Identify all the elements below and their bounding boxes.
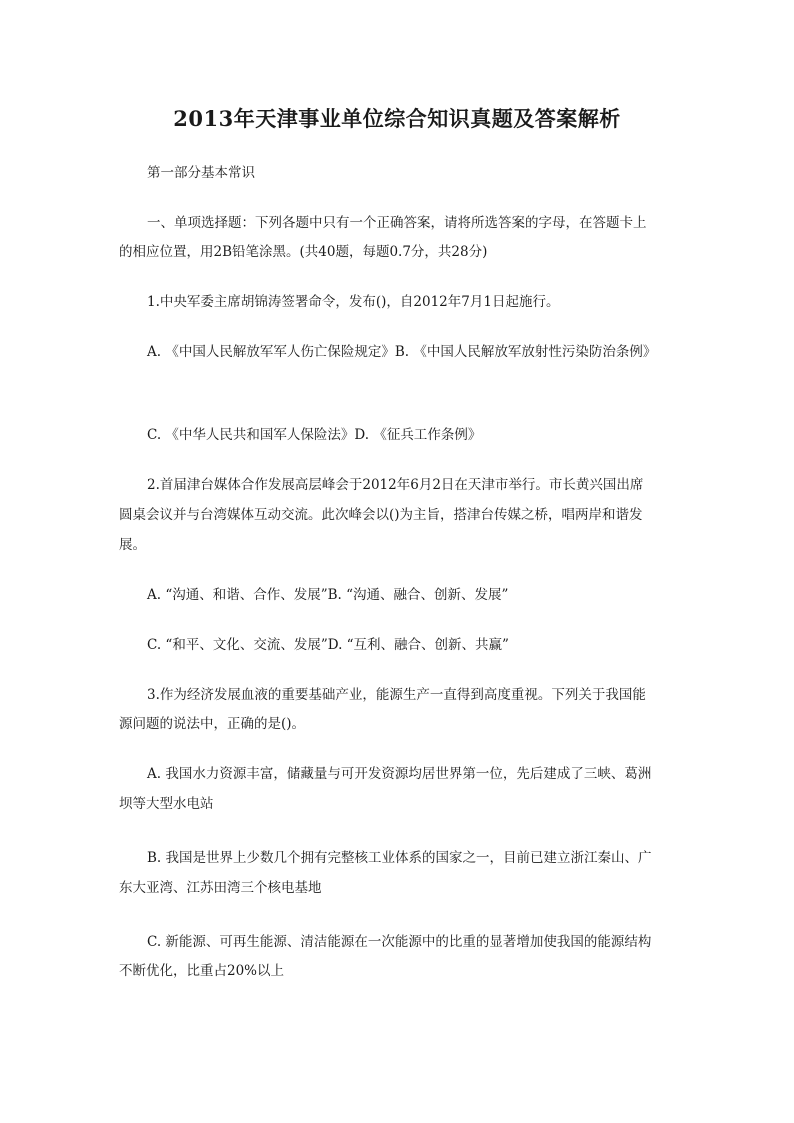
question-3-option-a-line-2: 坝等大型水电站 [119, 796, 214, 812]
document-title: 2013年天津事业单位综合知识真题及答案解析 [173, 106, 621, 131]
question-3-option-c-line-2: 不断优化，比重占20%以上 [119, 963, 285, 979]
question-3-option-b-line-1: B. 我国是世界上少数几个拥有完整核工业体系的国家之一，目前已建立浙江秦山、广 [147, 850, 652, 866]
question-3-line-2: 源问题的说法中，正确的是()。 [119, 716, 306, 732]
instructions-line-2: 的相应位置，用2B铅笔涂黑。(共40题，每题0.7分，共28分) [119, 244, 488, 260]
question-2-options-cd: C. “和平、文化、交流、发展”D. “互利、融合、创新、共赢” [147, 637, 509, 653]
question-3-option-a-line-1: A. 我国水力资源丰富，储藏量与可开发资源均居世界第一位，先后建成了三峡、葛洲 [147, 766, 652, 782]
instructions-line-1: 一、单项选择题：下列各题中只有一个正确答案，请将所选答案的字母，在答题卡上 [147, 215, 647, 231]
question-1-options-ab: A. 《中国人民解放军军人伤亡保险规定》B. 《中国人民解放军放射性污染防治条例》 [147, 344, 657, 360]
question-3-line-1: 3.作为经济发展血液的重要基础产业，能源生产一直得到高度重视。下列关于我国能 [147, 687, 646, 703]
question-3-option-b-line-2: 东大亚湾、江苏田湾三个核电基地 [119, 880, 322, 896]
section-heading: 第一部分基本常识 [147, 165, 255, 181]
question-3-option-c-line-1: C. 新能源、可再生能源、清洁能源在一次能源中的比重的显著增加使我国的能源结构 [147, 934, 652, 950]
question-2-line-1: 2.首届津台媒体合作发展高层峰会于2012年6月2日在天津市举行。市长黄兴国出席 [147, 477, 644, 493]
question-2-options-ab: A. “沟通、和谐、合作、发展”B. “沟通、融合、创新、发展” [147, 587, 509, 603]
question-2-line-3: 展。 [119, 537, 146, 553]
question-1-stem: 1.中央军委主席胡锦涛签署命令，发布()，自2012年7月1日起施行。 [147, 294, 560, 310]
question-1-options-cd: C. 《中华人民共和国军人保险法》D. 《征兵工作条例》 [147, 427, 482, 443]
question-2-line-2: 圆桌会议并与台湾媒体互动交流。此次峰会以()为主旨，搭津台传媒之桥，唱两岸和谐发 [119, 507, 643, 523]
